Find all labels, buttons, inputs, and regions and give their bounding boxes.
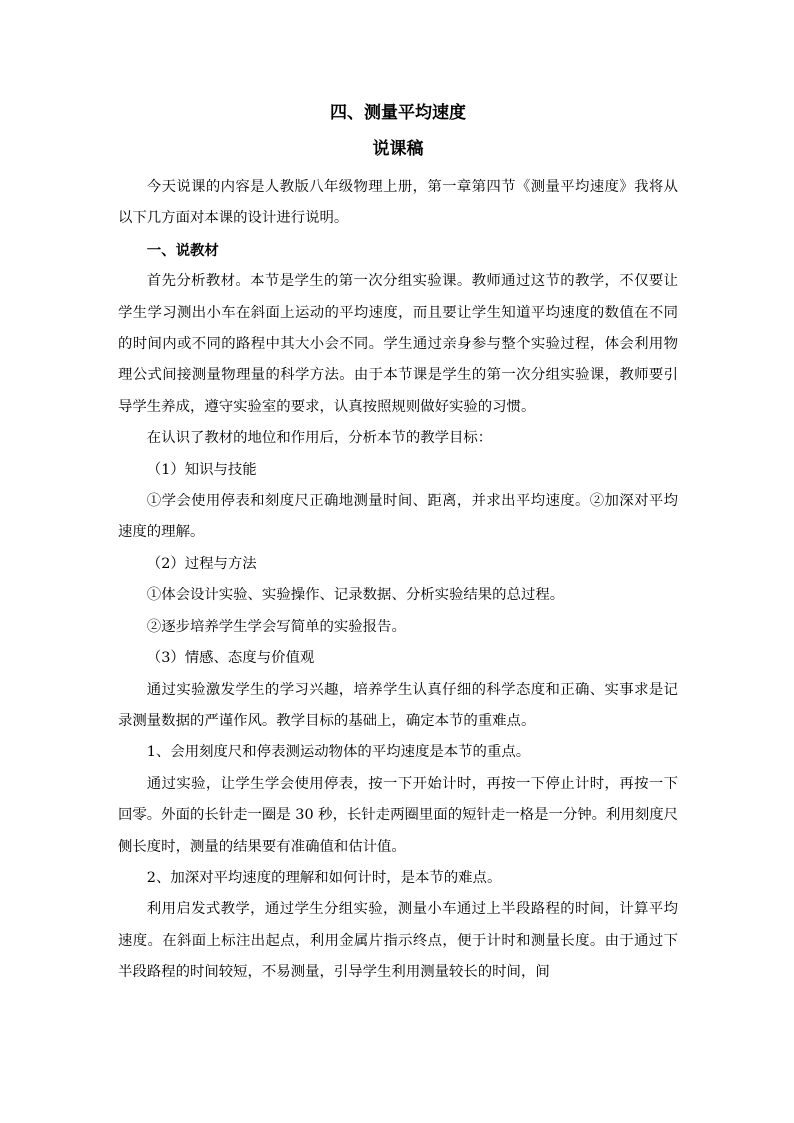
objective-heading-process: （2）过程与方法: [146, 555, 257, 572]
document-title: 四、测量平均速度: [330, 103, 466, 123]
objective-process-item-1: ①体会设计实验、实验操作、记录数据、分析实验结果的总过程。: [146, 587, 565, 604]
objective-heading-knowledge: （1）知识与技能: [146, 461, 257, 478]
document-subtitle: 说课稿: [372, 139, 424, 159]
key-point-heading: 1、会用刻度尺和停表测运动物体的平均速度是本节的重点。: [146, 744, 531, 761]
document-page: [118, 96, 678, 989]
objective-heading-attitude: （3）情感、态度与价值观: [146, 650, 315, 667]
objective-process-item-2: ②逐步培养学生学会写简单的实验报告。: [146, 618, 406, 635]
textbook-analysis-paragraph: 首先分析教材。本节是学生的第一次分组实验课。教师通过这节的教学，不仅要让学生学习测出小车在斜面上运动的平均速度，而且要让学生知道平均速度的数值在不同的时间内或不同的路程中其大小会不同。学生通过亲身参与整个实验过程，体会利用物理公式间接测量物理量的科学方法。由于本节课是学生的第一次分组实验课，教师要引导学生养成，遵守实验室的要求，认真按照规则做好实验的习惯。: [118, 273, 678, 415]
key-point-paragraph: 通过实验，让学生学会使用停表，按一下开始计时，再按一下停止计时，再按一下回零。外面的长针走一圈是 30 秒，长针走两圈里面的短针走一格是一分钟。利用刻度尺侧长度时，测量的结果要有准确值和估计值。: [118, 775, 678, 855]
objective-attitude-paragraph: 通过实验激发学生的学习兴趣，培养学生认真仔细的科学态度和正确、实事求是记录测量数据的严谨作风。教学目标的基础上，确定本节的重难点。: [118, 681, 678, 729]
difficulty-heading: 2、加深对平均速度的理解和如何计时，是本节的难点。: [146, 869, 502, 886]
section-heading-textbook: 一、说教材: [146, 241, 219, 259]
intro-paragraph: 今天说课的内容是人教版八年级物理上册，第一章第四节《测量平均速度》我将从以下几方面对本课的设计进行说明。: [118, 179, 678, 227]
objectives-intro-paragraph: 在认识了教材的地位和作用后，分析本节的教学目标：: [146, 430, 493, 447]
objective-knowledge-paragraph: ①学会使用停表和刻度尺正确地测量时间、距离，并求出平均速度。②加深对平均速度的理解。: [118, 493, 678, 541]
difficulty-paragraph: 利用启发式教学，通过学生分组实验，测量小车通过上半段路程的时间，计算平均速度。在斜面上标注出起点，利用金属片指示终点，便于计时和测量长度。由于通过下半段路程的时间较短，不易测量，引导学生利用测量较长的时间，间: [118, 901, 678, 981]
